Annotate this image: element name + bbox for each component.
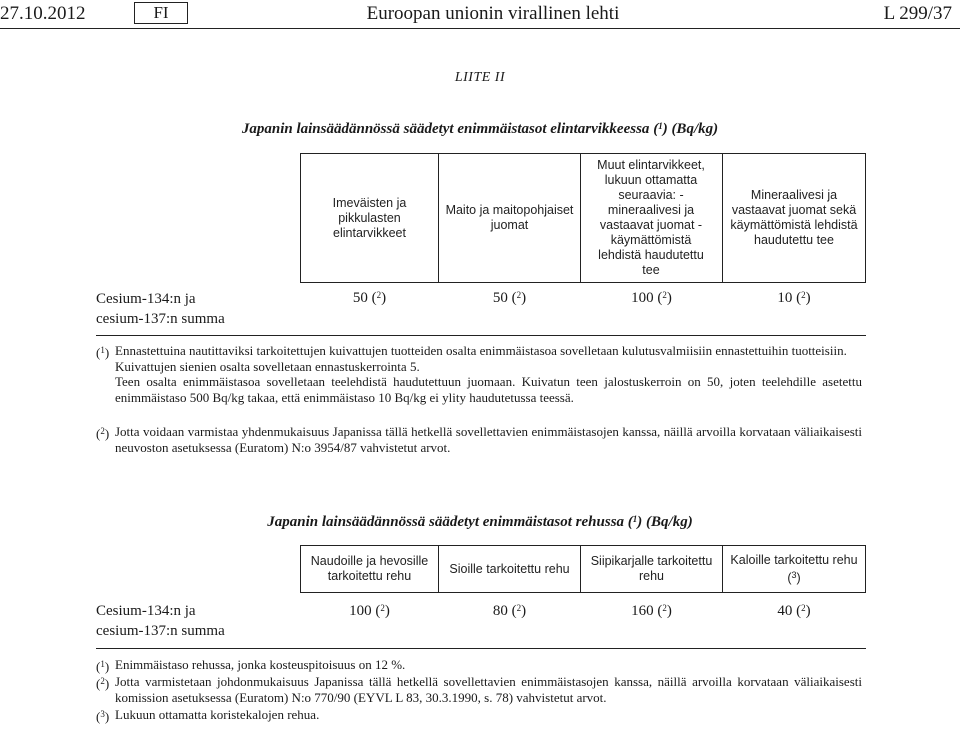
- table1-col-border: [580, 153, 581, 283]
- footnote-number: ($^1$): [96, 659, 110, 674]
- footnote-text: Ennastettuina nautittaviksi tarkoitettujen kuivattujen tuotteiden osalta enimmäistasoa sovelletaan kulutusvalmiisiin ennastettuihin tuotteisiin.: [115, 343, 847, 358]
- table1-col-header: Mineraalivesi ja vastaavat juomat sekä käymättömistä lehdistä haudutettu tee: [730, 188, 858, 247]
- footnote-ref: 2: [100, 426, 105, 436]
- footnote-ref: 2: [516, 290, 522, 300]
- table2-row-label: [96, 601, 225, 641]
- table1-row-label-line2: cesium-137:n summa: [96, 311, 225, 327]
- table1-col-border: [865, 153, 866, 283]
- table2-title-unit: (Bq/kg): [646, 514, 693, 530]
- table1-value: 50: [492, 290, 508, 306]
- table1-footnote-1: [96, 343, 862, 405]
- table1-value-cell: 100 ($^2$): [631, 290, 672, 306]
- footnote-ref: 2: [376, 290, 382, 300]
- footnote-ref: 3: [100, 709, 105, 719]
- table1-col-header: Muut elintarvikkeet, lukuun ottamatta seuraavia: - mineraalivesi ja vastaavat juomat - käymättömistä lehdistä haudutettu tee: [597, 158, 705, 277]
- table2-col-header: [730, 546, 858, 592]
- footnote-text: Jotta varmistetaan johdonmukaisuus Japanissa tällä hetkellä sovellettavien enimmäistasojen kanssa, näillä arvoilla korvataan väliaikaisesti komission asetuksessa (Euratom) N:o 770/90 (EYVL L 83, 30.3.1990, s. 78) vahvistetut arvot.: [115, 674, 862, 705]
- footnote-text: Enimmäistaso rehussa, jonka kosteuspitoisuus on 12 %.: [115, 657, 406, 672]
- table2-col-border: [865, 545, 866, 593]
- footnote-text: Lukuun ottamatta koristekalojen rehua.: [115, 707, 320, 722]
- table1-row-label-line1: Cesium-134:n ja: [96, 291, 196, 307]
- table2-footnote-1: [96, 657, 862, 673]
- journal-title: Euroopan unionin virallinen lehti: [366, 3, 620, 24]
- table1-row-label: [96, 289, 225, 329]
- table1-value-cell: 10 ($^2$): [777, 290, 811, 306]
- table2-title: Japanin lainsäädännössä säädetyt enimmäistasot rehussa ($^1$) (Bq/kg): [267, 514, 693, 530]
- table2-col-header-text: Kaloille tarkoitettu rehu ($^3$): [730, 552, 858, 585]
- table2-title-text: Japanin lainsäädännössä säädetyt enimmäistasot rehussa: [267, 514, 625, 530]
- footnote-number: ($^2$): [96, 426, 110, 441]
- footnote-number: ($^3$): [96, 709, 110, 724]
- table1-value: 50: [352, 290, 368, 306]
- table1-value: 10: [777, 290, 793, 306]
- table1-header-bottom-border: [300, 282, 866, 283]
- table2-row-label-line2: cesium-137:n summa: [96, 623, 225, 639]
- table1-title-text: Japanin lainsäädännössä säädetyt enimmäistasot elintarvikkeessa: [241, 121, 650, 137]
- table1-title: Japanin lainsäädännössä säädetyt enimmäistasot elintarvikkeessa ($^1$) (Bq/kg): [241, 121, 719, 137]
- table2-value: 100: [349, 603, 372, 619]
- table2-row-label-line1: Cesium-134:n ja: [96, 603, 196, 619]
- table2-value-cell: 160 ($^2$): [631, 603, 672, 619]
- footnote-text: Jotta voidaan varmistaa yhdenmukaisuus Japanissa tällä hetkellä sovellettavien enimmäistasojen kanssa, näillä arvoilla korvataan väliaikaisesti neuvoston asetuksessa (Euratom) N:o 3954/87 vahvistetut arvot.: [115, 424, 862, 455]
- table2-value: 160: [631, 603, 654, 619]
- table2-col-header: Siipikarjalle tarkoitettu rehu: [590, 554, 713, 583]
- table1-title-unit: (Bq/kg): [671, 121, 719, 137]
- table2-value-cell: 100 ($^2$): [349, 603, 390, 619]
- table2-footnote-3: [96, 707, 862, 723]
- table1-bottom-rule: [96, 335, 866, 336]
- header-date: 27.10.2012: [0, 3, 86, 24]
- table2-col-border: [722, 545, 723, 593]
- language-code-box: FI: [134, 2, 188, 24]
- table2-title-footnote-ref: 1: [632, 514, 638, 524]
- footnote-text: Teen osalta enimmäistasoa sovelletaan teelehdistä haudutettuun juomaan. Kuivatun teen jalostuskerroin on 50, joten teelehdille asetettu enimmäistaso 500 Bq/kg takaa, että enimmäistaso 10 Bq/kg ei ylity haudutetussa teessä.: [115, 374, 862, 405]
- header-rule: [0, 28, 960, 29]
- table1-value-cell: 50 ($^2$): [492, 290, 527, 306]
- footnote-ref: 2: [516, 603, 522, 613]
- table2-col-header: Naudoille ja hevosille tarkoitettu rehu: [310, 554, 429, 583]
- footnote-number: ($^2$): [96, 676, 110, 691]
- footnote-ref: 2: [380, 603, 385, 613]
- footnote-ref: 1: [100, 345, 105, 355]
- table1-footnote-2: [96, 424, 862, 455]
- footnote-text: Kuivattujen sienien osalta sovelletaan ennastuskerrointa 5.: [115, 358, 420, 374]
- table2-value: 40: [777, 603, 793, 619]
- footnote-ref: 2: [100, 676, 105, 686]
- footnote-ref: ($^3$): [787, 569, 801, 585]
- table2-col-header: Sioille tarkoitettu rehu: [449, 561, 570, 576]
- table2-header-bottom-border: [300, 592, 866, 593]
- table2-value: 80: [492, 603, 508, 619]
- footnote-ref: 2: [662, 603, 667, 613]
- footnote-ref: 2: [662, 290, 667, 300]
- table1-title-footnote-ref: 1: [658, 121, 663, 131]
- footnote-ref: 2: [801, 603, 806, 613]
- table2-bottom-rule: [96, 648, 866, 649]
- table2-value-cell: 80 ($^2$): [492, 603, 527, 619]
- page-reference: L 299/37: [883, 3, 952, 24]
- table1-col-header: Maito ja maitopohjaiset juomat: [445, 203, 574, 232]
- footnote-ref: 2: [801, 290, 806, 300]
- table1-col-header: Imeväisten ja pikkulasten elintarvikkeet: [332, 195, 407, 240]
- table2-value-cell: 40 ($^2$): [777, 603, 811, 619]
- table2-footnote-2: [96, 674, 862, 705]
- table1-value-cell: 50 ($^2$): [352, 290, 387, 306]
- table1-value: 100: [631, 290, 654, 306]
- annex-title: LIITE II: [454, 70, 506, 85]
- footnote-ref: 1: [100, 659, 105, 669]
- footnote-number: ($^1$): [96, 345, 110, 360]
